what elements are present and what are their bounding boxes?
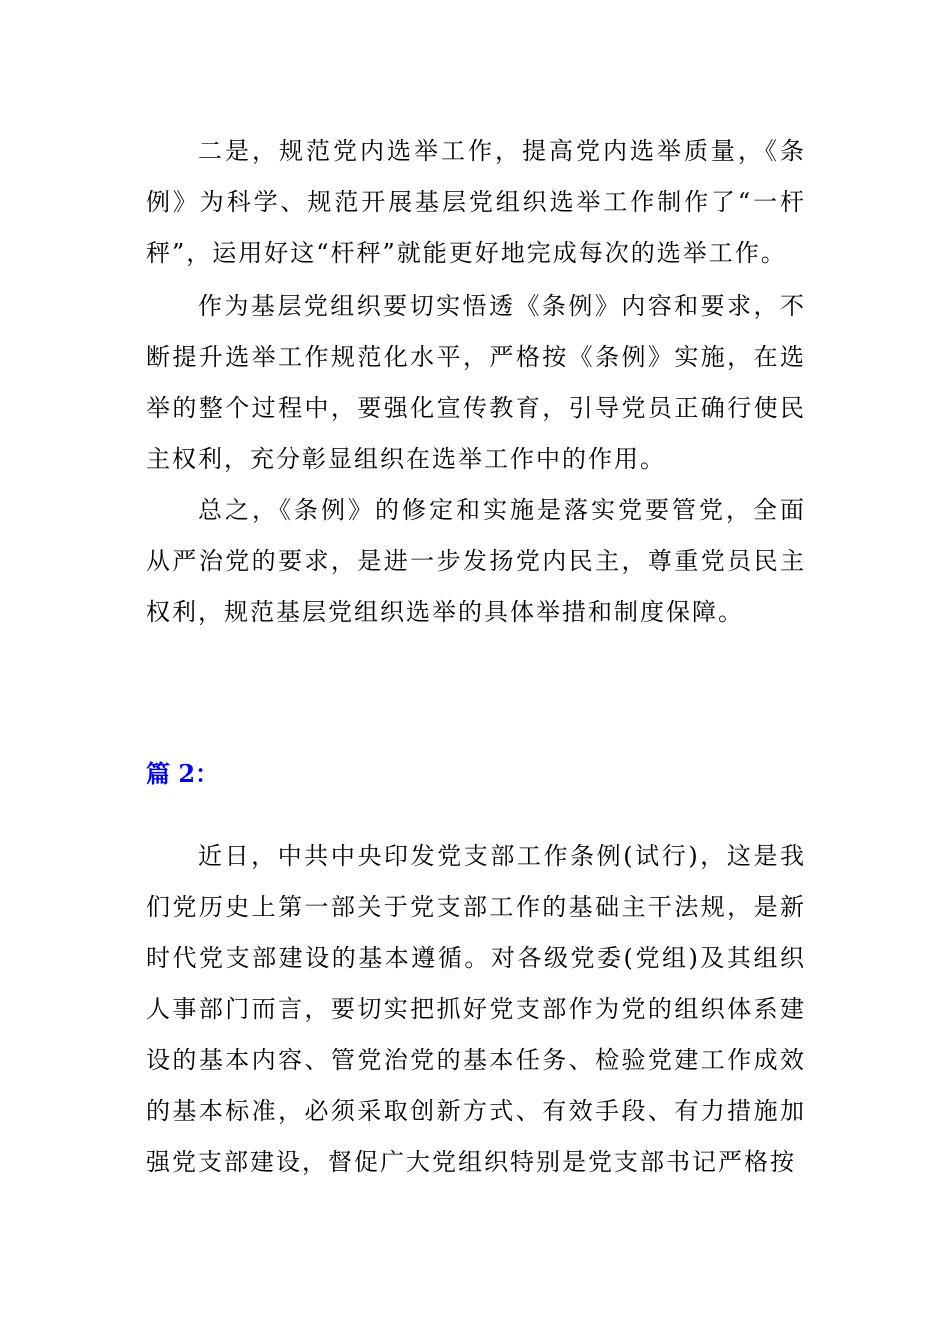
section-heading: 篇 2：	[146, 759, 220, 788]
paragraph-election-quality: 二是，规范党内选举工作，提高党内选举质量，《条例》为科学、规范开展基层党组织选举工作制作了“一杆秤”，运用好这“杆秤”就能更好地完成每次的选举工作。	[146, 137, 806, 267]
paragraph-conclusion: 总之，《条例》的修定和实施是落实党要管党，全面从严治党的要求，是进一步发扬党内民主，尊重党员民主权利，规范基层党组织选举的具体举措和制度保障。	[146, 496, 806, 626]
paragraph-branch-regulations: 近日，中共中央印发党支部工作条例(试行)，这是我们党历史上第一部关于党支部工作的基础主干法规，是新时代党支部建设的基本遵循。对各级党委(党组)及其组织人事部门而言，要切实把抓好党支部作为党的组织体系建设的基本内容、管党治党的基本任务、检验党建工作成效的基本标准，必须采取创新方式、有效手段、有力措施加强党支部建设，督促广大党组织特别是党支部书记严格按	[146, 842, 806, 1176]
paragraph-grassroots-organization: 作为基层党组织要切实悟透《条例》内容和要求，不断提升选举工作规范化水平，严格按《条例》实施，在选举的整个过程中，要强化宣传教育，引导党员正确行使民主权利，充分彰显组织在选举工作中的作用。	[146, 292, 806, 473]
